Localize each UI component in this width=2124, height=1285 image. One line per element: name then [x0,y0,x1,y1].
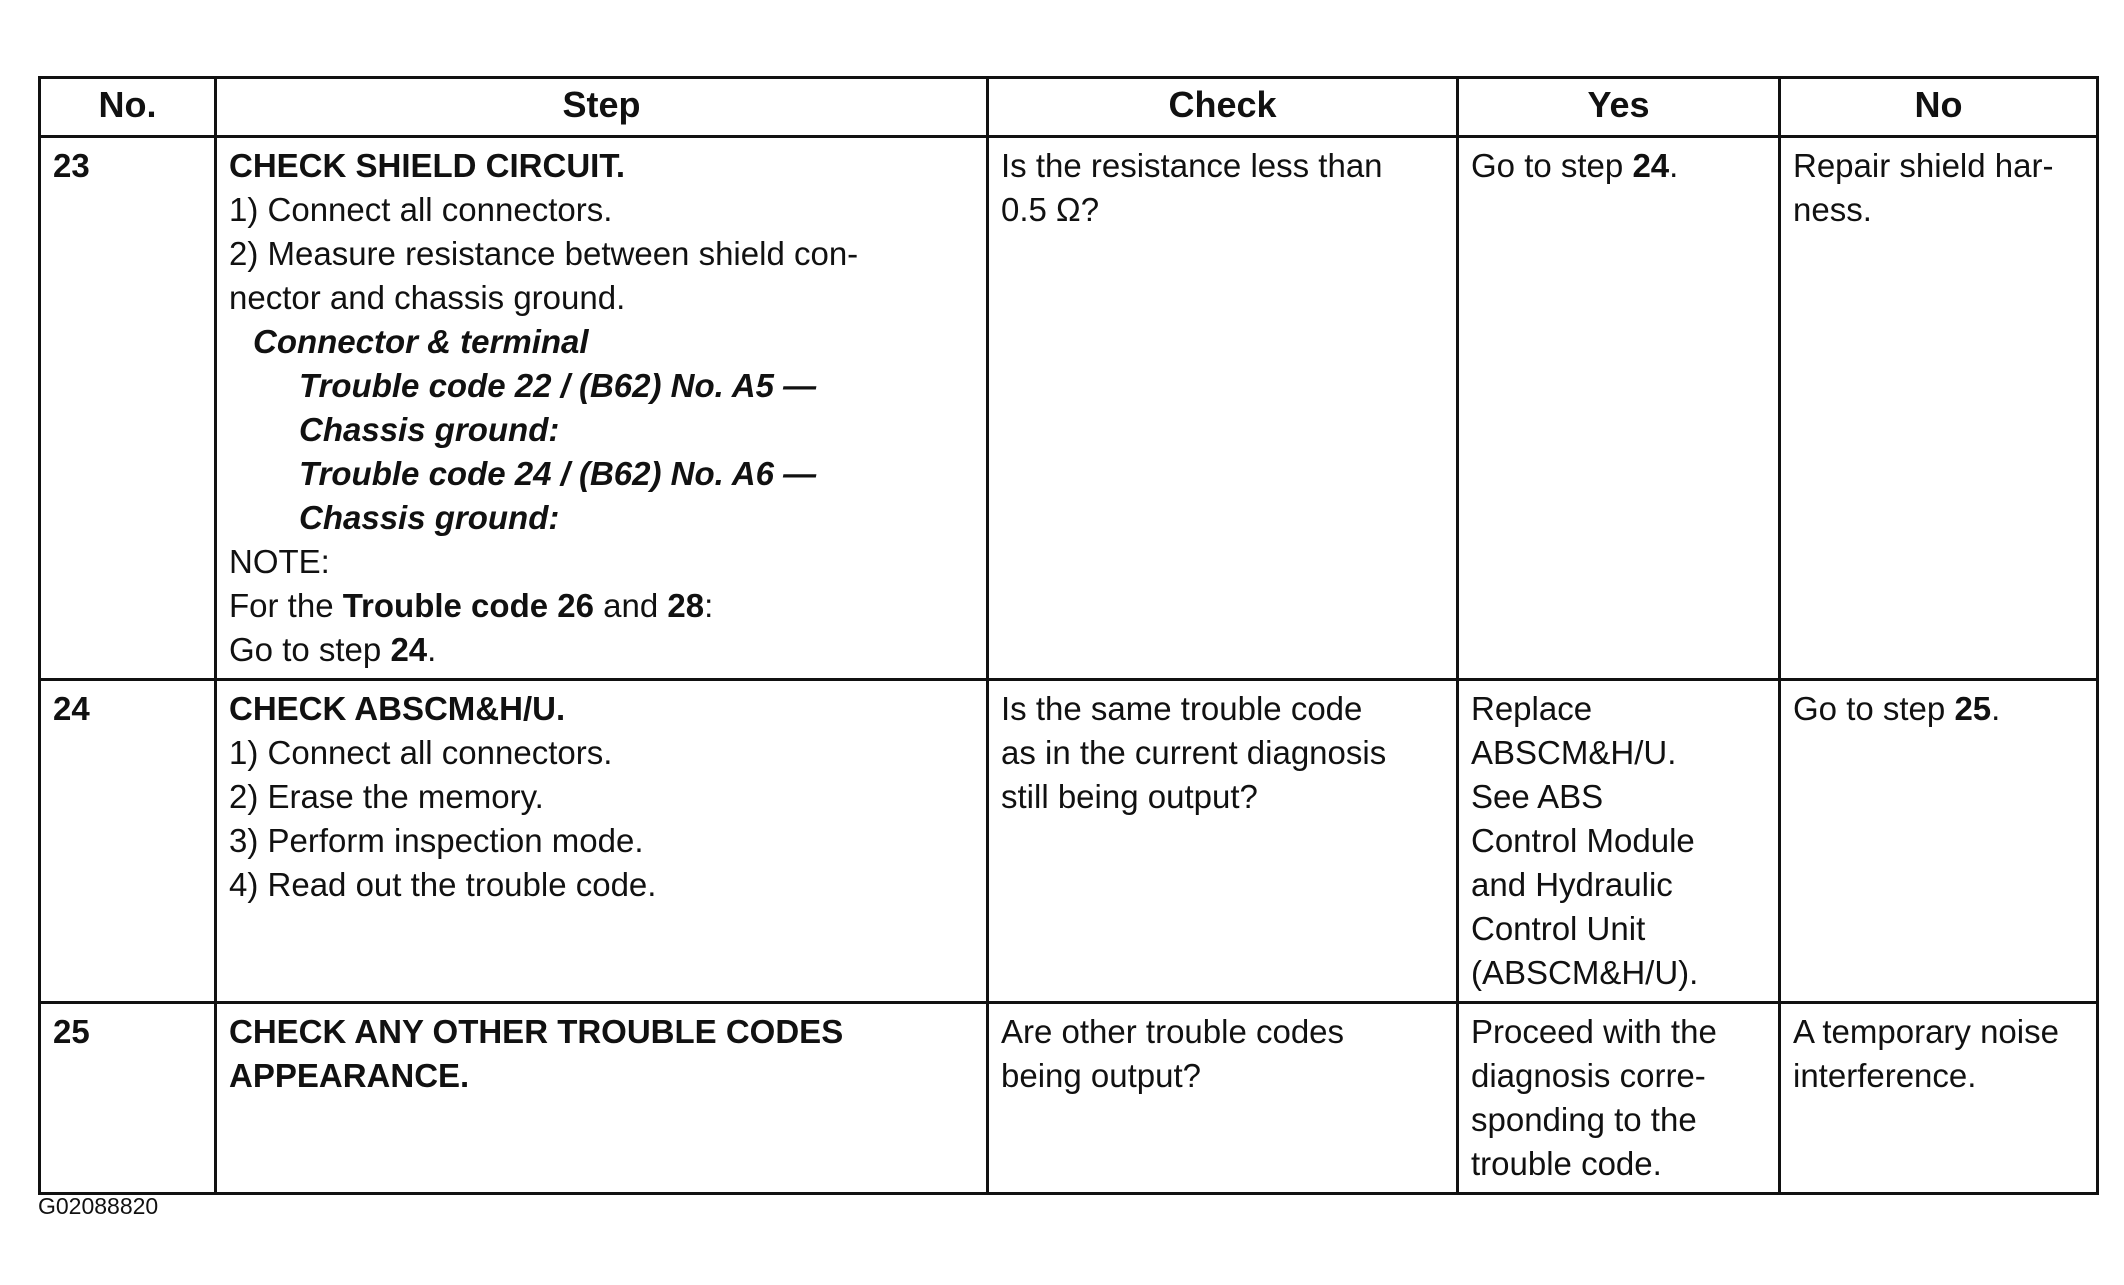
step-number: 23 [40,137,216,680]
step-line: 1) Connect all connectors. [229,734,613,771]
table-row [40,137,2098,680]
connector-title: Connector & terminal [253,323,589,360]
header-yes: Yes [1458,78,1780,137]
step-title: CHECK ANY OTHER TROUBLE CODES [229,1013,844,1050]
connector-line: Trouble code 24 / (B62) No. A6 — [299,455,817,492]
diagnostic-table [38,76,2099,1195]
step-title: CHECK SHIELD CIRCUIT. [229,147,626,184]
step-title: APPEARANCE. [229,1057,470,1094]
step-number: 25 [40,1003,216,1194]
step-line: 1) Connect all connectors. [229,191,613,228]
step-cell [216,1003,988,1194]
no-cell: Go to step 25. [1780,680,2098,1003]
step-cell [216,680,988,1003]
step-line: 3) Perform inspection mode. [229,822,644,859]
yes-cell: Replace ABSCM&H/U. See ABS Control Module and Hydraulic Control Unit (ABSCM&H/U). [1458,680,1780,1003]
header-row [40,78,2098,137]
table-row [40,1003,2098,1194]
step-line: nector and chassis ground. [229,279,626,316]
header-no-result: No [1780,78,2098,137]
step-line: 4) Read out the trouble code. [229,866,657,903]
header-no: No. [40,78,216,137]
connector-line: Chassis ground: [299,499,560,536]
header-check: Check [988,78,1458,137]
check-cell: Is the resistance less than 0.5 Ω? [988,137,1458,680]
step-number: 24 [40,680,216,1003]
note-label: NOTE: [229,543,330,580]
step-title: CHECK ABSCM&H/U. [229,690,566,727]
check-cell: Is the same trouble code as in the current diagnosis still being output? [988,680,1458,1003]
note-line: For the Trouble code 26 and 28: [229,587,714,624]
connector-line: Trouble code 22 / (B62) No. A5 — [299,367,817,404]
connector-line: Chassis ground: [299,411,560,448]
no-cell: Repair shield har- ness. [1780,137,2098,680]
figure-id: G02088820 [38,1193,159,1219]
header-step: Step [216,78,988,137]
step-cell [216,137,988,680]
step-line: 2) Erase the memory. [229,778,544,815]
yes-cell: Go to step 24. [1458,137,1780,680]
no-cell: A temporary noise interference. [1780,1003,2098,1194]
yes-cell: Proceed with the diagnosis corre- sponding to the trouble code. [1458,1003,1780,1194]
table-row [40,680,2098,1003]
check-cell: Are other trouble codes being output? [988,1003,1458,1194]
step-line: 2) Measure resistance between shield con- [229,235,859,272]
note-line: Go to step 24. [229,631,437,668]
